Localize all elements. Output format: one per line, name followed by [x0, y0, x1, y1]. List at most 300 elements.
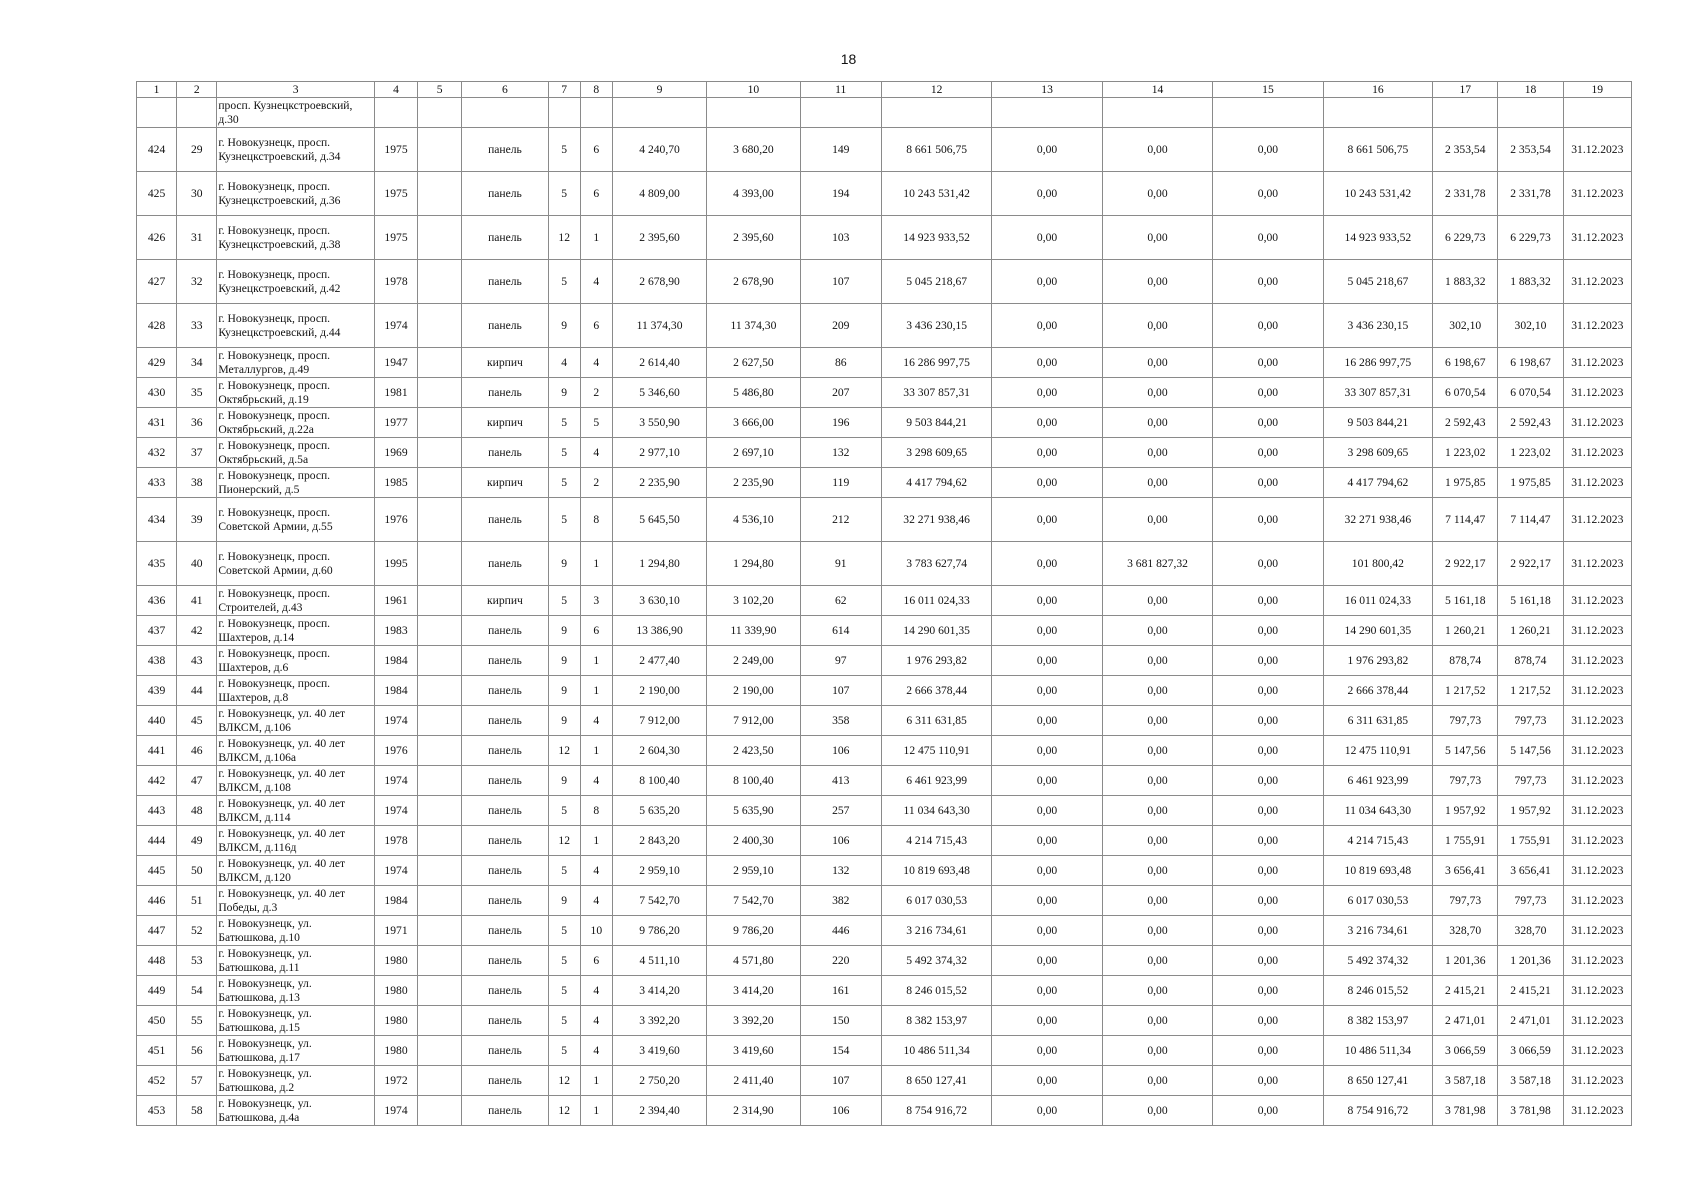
table-row: [137, 706, 1632, 736]
total-area-cell: 5 645,50: [612, 498, 706, 542]
col17-cell: 328,70: [1433, 916, 1498, 946]
col18-cell: 797,73: [1498, 766, 1563, 796]
col17-cell: 1 755,91: [1433, 826, 1498, 856]
col17-cell: 2 353,54: [1433, 128, 1498, 172]
total-area-cell: 7 912,00: [612, 706, 706, 736]
col13-cell: 0,00: [992, 766, 1102, 796]
total-cost-cell: 16 011 024,33: [881, 586, 991, 616]
year-cell: 1980: [374, 946, 417, 976]
floors-cell: 5: [548, 468, 580, 498]
entrances-cell: 1: [580, 1096, 612, 1126]
residents-cell: 154: [800, 1036, 881, 1066]
col16-cell: 8 246 015,52: [1323, 976, 1432, 1006]
living-area-cell: 2 697,10: [707, 438, 800, 468]
row-number-cell: 424: [137, 128, 177, 172]
table-row: [137, 498, 1632, 542]
col5-cell: [418, 796, 462, 826]
address-cell: г. Новокузнецк, ул. Батюшкова, д.4а: [217, 1096, 375, 1126]
year-cell: 1984: [374, 676, 417, 706]
table-row: [137, 304, 1632, 348]
table-row: [137, 826, 1632, 856]
col18-cell: 1 260,21: [1498, 616, 1563, 646]
item-number-cell: 54: [177, 976, 217, 1006]
total-cost-cell: 8 661 506,75: [881, 128, 991, 172]
col13-cell: 0,00: [992, 616, 1102, 646]
entrances-cell: 10: [580, 916, 612, 946]
date-cell: [1563, 98, 1631, 128]
table-row: [137, 1066, 1632, 1096]
floors-cell: 9: [548, 676, 580, 706]
col18-cell: 2 331,78: [1498, 172, 1563, 216]
residents-cell: 132: [800, 856, 881, 886]
wall-material-cell: панель: [462, 172, 548, 216]
col5-cell: [418, 348, 462, 378]
item-number-cell: 37: [177, 438, 217, 468]
floors-cell: [548, 98, 580, 128]
year-cell: 1983: [374, 616, 417, 646]
residents-cell: 220: [800, 946, 881, 976]
year-cell: 1976: [374, 736, 417, 766]
date-cell: 31.12.2023: [1563, 468, 1631, 498]
col14-cell: 0,00: [1102, 616, 1212, 646]
table-row: [137, 438, 1632, 468]
total-cost-cell: 12 475 110,91: [881, 736, 991, 766]
total-cost-cell: 10 243 531,42: [881, 172, 991, 216]
col17-cell: [1433, 98, 1498, 128]
total-cost-cell: 8 754 916,72: [881, 1096, 991, 1126]
col15-cell: 0,00: [1213, 586, 1323, 616]
col15-cell: 0,00: [1213, 468, 1323, 498]
year-cell: 1978: [374, 260, 417, 304]
residents-cell: 103: [800, 216, 881, 260]
address-cell: г. Новокузнецк, ул. Батюшкова, д.10: [217, 916, 375, 946]
entrances-cell: 4: [580, 1036, 612, 1066]
floors-cell: 5: [548, 586, 580, 616]
item-number-cell: 46: [177, 736, 217, 766]
living-area-cell: 3 680,20: [707, 128, 800, 172]
address-cell: г. Новокузнецк, просп. Шахтеров, д.14: [217, 616, 375, 646]
total-cost-cell: 8 246 015,52: [881, 976, 991, 1006]
item-number-cell: 50: [177, 856, 217, 886]
residents-cell: 106: [800, 826, 881, 856]
total-cost-cell: 3 298 609,65: [881, 438, 991, 468]
total-area-cell: 2 395,60: [612, 216, 706, 260]
year-cell: 1961: [374, 586, 417, 616]
col5-cell: [418, 886, 462, 916]
wall-material-cell: панель: [462, 796, 548, 826]
floors-cell: 12: [548, 216, 580, 260]
total-cost-cell: 14 923 933,52: [881, 216, 991, 260]
row-number-cell: 429: [137, 348, 177, 378]
floors-cell: 12: [548, 826, 580, 856]
col13-cell: 0,00: [992, 796, 1102, 826]
residents-cell: 382: [800, 886, 881, 916]
col13-cell: [992, 98, 1102, 128]
col15-cell: 0,00: [1213, 304, 1323, 348]
living-area-cell: 2 423,50: [707, 736, 800, 766]
col15-cell: 0,00: [1213, 706, 1323, 736]
wall-material-cell: панель: [462, 856, 548, 886]
col15-cell: 0,00: [1213, 128, 1323, 172]
year-cell: 1976: [374, 498, 417, 542]
address-cell: г. Новокузнецк, ул. 40 лет ВЛКСМ, д.108: [217, 766, 375, 796]
living-area-cell: 2 959,10: [707, 856, 800, 886]
col13-cell: 0,00: [992, 216, 1102, 260]
residents-cell: 614: [800, 616, 881, 646]
col17-cell: 797,73: [1433, 706, 1498, 736]
table-row: [137, 378, 1632, 408]
row-number-cell: 445: [137, 856, 177, 886]
col5-cell: [418, 216, 462, 260]
table-row: [137, 468, 1632, 498]
wall-material-cell: панель: [462, 1036, 548, 1066]
row-number-cell: 448: [137, 946, 177, 976]
floors-cell: 5: [548, 946, 580, 976]
date-cell: 31.12.2023: [1563, 886, 1631, 916]
total-area-cell: 7 542,70: [612, 886, 706, 916]
col13-cell: 0,00: [992, 856, 1102, 886]
address-cell: г. Новокузнецк, просп. Кузнецкстроевский, д.42: [217, 260, 375, 304]
living-area-cell: 2 627,50: [707, 348, 800, 378]
wall-material-cell: кирпич: [462, 468, 548, 498]
col17-cell: 2 471,01: [1433, 1006, 1498, 1036]
living-area-cell: 2 235,90: [707, 468, 800, 498]
col13-cell: 0,00: [992, 916, 1102, 946]
wall-material-cell: панель: [462, 438, 548, 468]
floors-cell: 5: [548, 498, 580, 542]
wall-material-cell: панель: [462, 736, 548, 766]
col17-cell: 1 260,21: [1433, 616, 1498, 646]
col16-cell: 16 286 997,75: [1323, 348, 1432, 378]
col14-cell: 0,00: [1102, 826, 1212, 856]
col5-cell: [418, 438, 462, 468]
date-cell: 31.12.2023: [1563, 706, 1631, 736]
year-cell: 1974: [374, 766, 417, 796]
entrances-cell: 3: [580, 586, 612, 616]
col18-cell: 3 656,41: [1498, 856, 1563, 886]
floors-cell: 5: [548, 796, 580, 826]
col5-cell: [418, 826, 462, 856]
item-number-cell: 58: [177, 1096, 217, 1126]
total-area-cell: 2 614,40: [612, 348, 706, 378]
floors-cell: 9: [548, 646, 580, 676]
table-row: [137, 736, 1632, 766]
entrances-cell: 4: [580, 856, 612, 886]
living-area-cell: 11 339,90: [707, 616, 800, 646]
residents-cell: 446: [800, 916, 881, 946]
col15-cell: [1213, 98, 1323, 128]
table-row: [137, 586, 1632, 616]
col14-cell: 0,00: [1102, 946, 1212, 976]
residents-cell: 194: [800, 172, 881, 216]
col18-cell: 302,10: [1498, 304, 1563, 348]
row-number-cell: 432: [137, 438, 177, 468]
row-number-cell: 444: [137, 826, 177, 856]
col14-cell: 0,00: [1102, 1066, 1212, 1096]
col13-cell: 0,00: [992, 1066, 1102, 1096]
col17-cell: 797,73: [1433, 766, 1498, 796]
column-header: 19: [1563, 82, 1631, 98]
col18-cell: 878,74: [1498, 646, 1563, 676]
living-area-cell: 5 635,90: [707, 796, 800, 826]
column-header: 17: [1433, 82, 1498, 98]
total-area-cell: 2 604,30: [612, 736, 706, 766]
year-cell: 1977: [374, 408, 417, 438]
total-area-cell: 2 959,10: [612, 856, 706, 886]
col13-cell: 0,00: [992, 378, 1102, 408]
column-header: 13: [992, 82, 1102, 98]
table-row: [137, 616, 1632, 646]
row-number-cell: 437: [137, 616, 177, 646]
total-cost-cell: 2 666 378,44: [881, 676, 991, 706]
total-cost-cell: 4 214 715,43: [881, 826, 991, 856]
total-area-cell: 2 843,20: [612, 826, 706, 856]
table-row: [137, 796, 1632, 826]
col18-cell: 6 229,73: [1498, 216, 1563, 260]
table-row: [137, 348, 1632, 378]
total-cost-cell: 6 311 631,85: [881, 706, 991, 736]
entrances-cell: 4: [580, 260, 612, 304]
date-cell: 31.12.2023: [1563, 172, 1631, 216]
row-number-cell: 449: [137, 976, 177, 1006]
col16-cell: 10 486 511,34: [1323, 1036, 1432, 1066]
entrances-cell: 6: [580, 946, 612, 976]
date-cell: 31.12.2023: [1563, 498, 1631, 542]
total-area-cell: 8 100,40: [612, 766, 706, 796]
entrances-cell: 6: [580, 616, 612, 646]
col13-cell: 0,00: [992, 498, 1102, 542]
address-cell: г. Новокузнецк, просп. Кузнецкстроевский, д.34: [217, 128, 375, 172]
col15-cell: 0,00: [1213, 766, 1323, 796]
row-number-cell: 439: [137, 676, 177, 706]
total-area-cell: 3 630,10: [612, 586, 706, 616]
col16-cell: 4 214 715,43: [1323, 826, 1432, 856]
residents-cell: 97: [800, 646, 881, 676]
living-area-cell: 2 249,00: [707, 646, 800, 676]
total-cost-cell: 11 034 643,30: [881, 796, 991, 826]
col18-cell: 1 223,02: [1498, 438, 1563, 468]
col14-cell: 0,00: [1102, 304, 1212, 348]
table-row: [137, 128, 1632, 172]
col16-cell: 14 923 933,52: [1323, 216, 1432, 260]
address-cell: г. Новокузнецк, просп. Кузнецкстроевский, д.44: [217, 304, 375, 348]
col18-cell: 2 922,17: [1498, 542, 1563, 586]
col13-cell: 0,00: [992, 1096, 1102, 1126]
col18-cell: 3 587,18: [1498, 1066, 1563, 1096]
col16-cell: 8 650 127,41: [1323, 1066, 1432, 1096]
living-area-cell: [707, 98, 800, 128]
living-area-cell: 3 392,20: [707, 1006, 800, 1036]
col5-cell: [418, 304, 462, 348]
year-cell: 1980: [374, 1036, 417, 1066]
table-row: [137, 216, 1632, 260]
col16-cell: 1 976 293,82: [1323, 646, 1432, 676]
col14-cell: 0,00: [1102, 796, 1212, 826]
entrances-cell: 6: [580, 172, 612, 216]
item-number-cell: 38: [177, 468, 217, 498]
date-cell: 31.12.2023: [1563, 646, 1631, 676]
item-number-cell: 31: [177, 216, 217, 260]
floors-cell: 12: [548, 1066, 580, 1096]
total-cost-cell: 3 436 230,15: [881, 304, 991, 348]
floors-cell: 5: [548, 1006, 580, 1036]
item-number-cell: 35: [177, 378, 217, 408]
total-cost-cell: 8 650 127,41: [881, 1066, 991, 1096]
wall-material-cell: панель: [462, 766, 548, 796]
total-area-cell: 1 294,80: [612, 542, 706, 586]
col15-cell: 0,00: [1213, 408, 1323, 438]
residents-cell: 207: [800, 378, 881, 408]
date-cell: 31.12.2023: [1563, 1006, 1631, 1036]
entrances-cell: 1: [580, 736, 612, 766]
item-number-cell: 48: [177, 796, 217, 826]
col5-cell: [418, 408, 462, 438]
floors-cell: 12: [548, 736, 580, 766]
row-number-cell: [137, 98, 177, 128]
col5-cell: [418, 468, 462, 498]
col16-cell: 11 034 643,30: [1323, 796, 1432, 826]
total-area-cell: 5 635,20: [612, 796, 706, 826]
col15-cell: 0,00: [1213, 1006, 1323, 1036]
col16-cell: 12 475 110,91: [1323, 736, 1432, 766]
item-number-cell: 41: [177, 586, 217, 616]
row-number-cell: 447: [137, 916, 177, 946]
col13-cell: 0,00: [992, 676, 1102, 706]
col13-cell: 0,00: [992, 976, 1102, 1006]
living-area-cell: 8 100,40: [707, 766, 800, 796]
col5-cell: [418, 946, 462, 976]
floors-cell: 9: [548, 706, 580, 736]
col17-cell: 2 922,17: [1433, 542, 1498, 586]
living-area-cell: 5 486,80: [707, 378, 800, 408]
date-cell: 31.12.2023: [1563, 378, 1631, 408]
wall-material-cell: панель: [462, 826, 548, 856]
col13-cell: 0,00: [992, 946, 1102, 976]
floors-cell: 5: [548, 172, 580, 216]
table-body: [137, 98, 1632, 1126]
total-area-cell: 2 394,40: [612, 1096, 706, 1126]
date-cell: 31.12.2023: [1563, 128, 1631, 172]
residents-cell: 150: [800, 1006, 881, 1036]
address-cell: г. Новокузнецк, ул. Батюшкова, д.13: [217, 976, 375, 1006]
col17-cell: 6 070,54: [1433, 378, 1498, 408]
column-header: 18: [1498, 82, 1563, 98]
item-number-cell: 42: [177, 616, 217, 646]
total-area-cell: 5 346,60: [612, 378, 706, 408]
col13-cell: 0,00: [992, 646, 1102, 676]
floors-cell: 5: [548, 438, 580, 468]
col17-cell: 5 147,56: [1433, 736, 1498, 766]
date-cell: 31.12.2023: [1563, 304, 1631, 348]
living-area-cell: 2 678,90: [707, 260, 800, 304]
col14-cell: 3 681 827,32: [1102, 542, 1212, 586]
col13-cell: 0,00: [992, 1006, 1102, 1036]
residents-cell: 212: [800, 498, 881, 542]
col15-cell: 0,00: [1213, 736, 1323, 766]
living-area-cell: 2 400,30: [707, 826, 800, 856]
floors-cell: 9: [548, 886, 580, 916]
col14-cell: 0,00: [1102, 766, 1212, 796]
col15-cell: 0,00: [1213, 172, 1323, 216]
total-cost-cell: 33 307 857,31: [881, 378, 991, 408]
total-area-cell: 4 511,10: [612, 946, 706, 976]
col18-cell: 2 415,21: [1498, 976, 1563, 1006]
total-cost-cell: 9 503 844,21: [881, 408, 991, 438]
date-cell: 31.12.2023: [1563, 586, 1631, 616]
wall-material-cell: панель: [462, 1096, 548, 1126]
item-number-cell: 33: [177, 304, 217, 348]
wall-material-cell: панель: [462, 646, 548, 676]
col5-cell: [418, 586, 462, 616]
total-area-cell: 2 678,90: [612, 260, 706, 304]
col14-cell: 0,00: [1102, 172, 1212, 216]
col15-cell: 0,00: [1213, 1036, 1323, 1066]
row-number-cell: 430: [137, 378, 177, 408]
table-row: [137, 886, 1632, 916]
address-cell: г. Новокузнецк, просп. Металлургов, д.49: [217, 348, 375, 378]
item-number-cell: 44: [177, 676, 217, 706]
col5-cell: [418, 1096, 462, 1126]
col16-cell: [1323, 98, 1432, 128]
col14-cell: 0,00: [1102, 1006, 1212, 1036]
col18-cell: 3 781,98: [1498, 1096, 1563, 1126]
residents-cell: 107: [800, 260, 881, 304]
col17-cell: 6 229,73: [1433, 216, 1498, 260]
total-area-cell: 2 477,40: [612, 646, 706, 676]
row-number-cell: 453: [137, 1096, 177, 1126]
row-number-cell: 450: [137, 1006, 177, 1036]
date-cell: 31.12.2023: [1563, 260, 1631, 304]
col17-cell: 3 587,18: [1433, 1066, 1498, 1096]
col5-cell: [418, 916, 462, 946]
item-number-cell: 57: [177, 1066, 217, 1096]
entrances-cell: 4: [580, 348, 612, 378]
row-number-cell: 443: [137, 796, 177, 826]
entrances-cell: [580, 98, 612, 128]
floors-cell: 9: [548, 616, 580, 646]
table-row: [137, 916, 1632, 946]
wall-material-cell: кирпич: [462, 408, 548, 438]
wall-material-cell: панель: [462, 886, 548, 916]
entrances-cell: 8: [580, 498, 612, 542]
col15-cell: 0,00: [1213, 886, 1323, 916]
year-cell: 1974: [374, 1096, 417, 1126]
year-cell: 1974: [374, 796, 417, 826]
col16-cell: 10 819 693,48: [1323, 856, 1432, 886]
col13-cell: 0,00: [992, 826, 1102, 856]
col13-cell: 0,00: [992, 438, 1102, 468]
col15-cell: 0,00: [1213, 856, 1323, 886]
table-row: [137, 172, 1632, 216]
col15-cell: 0,00: [1213, 348, 1323, 378]
item-number-cell: 47: [177, 766, 217, 796]
row-number-cell: 434: [137, 498, 177, 542]
entrances-cell: 4: [580, 1006, 612, 1036]
col17-cell: 5 161,18: [1433, 586, 1498, 616]
table-row: [137, 946, 1632, 976]
col14-cell: 0,00: [1102, 976, 1212, 1006]
col15-cell: 0,00: [1213, 378, 1323, 408]
col16-cell: 33 307 857,31: [1323, 378, 1432, 408]
year-cell: 1974: [374, 706, 417, 736]
col15-cell: 0,00: [1213, 826, 1323, 856]
floors-cell: 9: [548, 304, 580, 348]
year-cell: 1974: [374, 856, 417, 886]
col15-cell: 0,00: [1213, 976, 1323, 1006]
col5-cell: [418, 542, 462, 586]
column-header: 8: [580, 82, 612, 98]
col15-cell: 0,00: [1213, 542, 1323, 586]
